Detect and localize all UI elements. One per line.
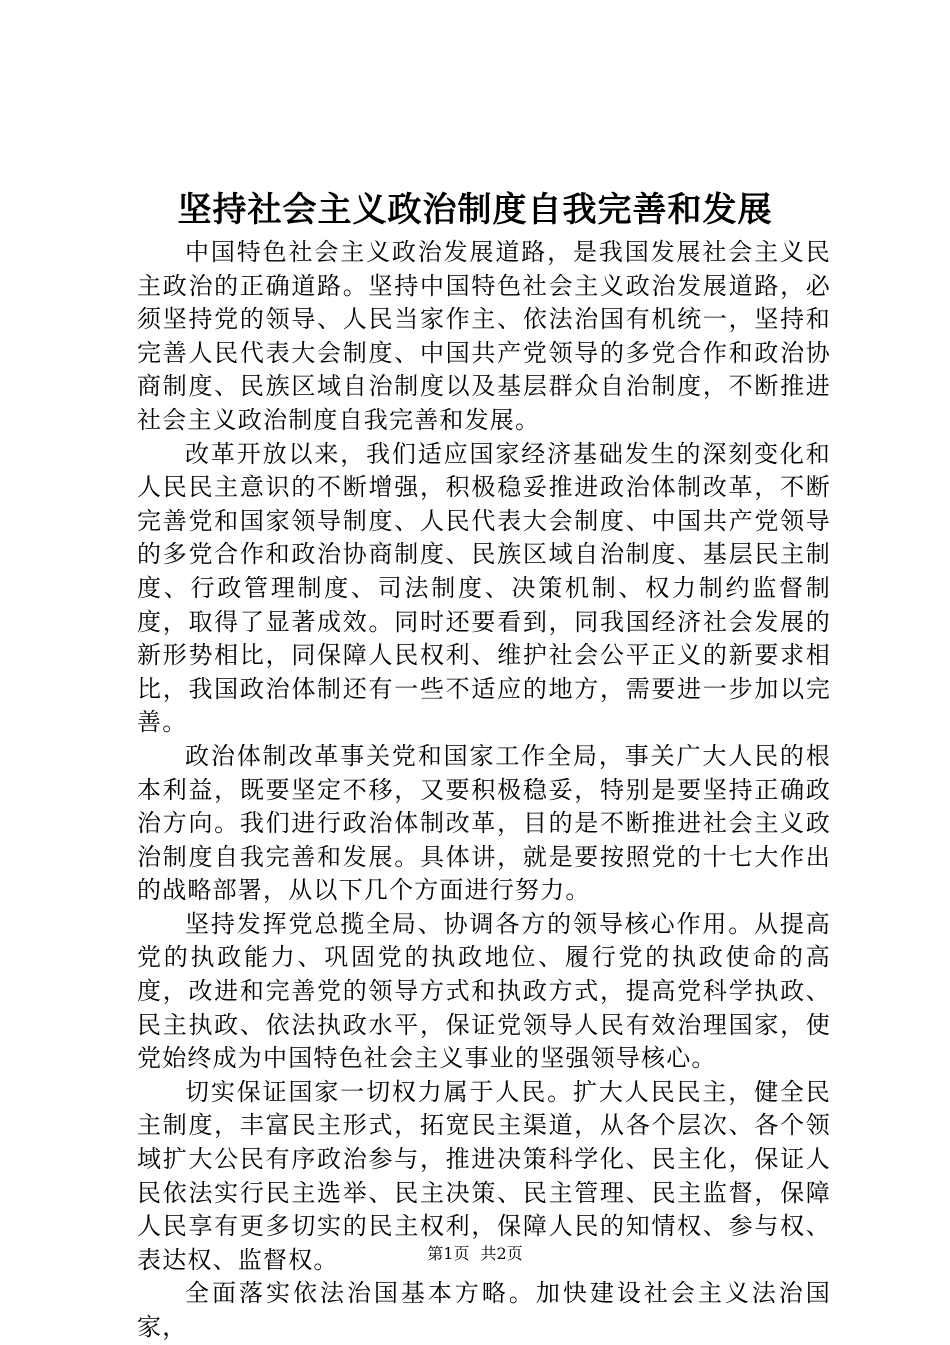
paragraph-5: 切实保证国家一切权力属于人民。扩大人民民主，健全民主制度，丰富民主形式，拓宽民主渠道，从各个层次、各个领域扩大公民有序政治参与，推进决策科学化、民主化，保证人民依法实行民主选举、民主决策、民主管理、民主监督，保障人民享有更多切实的民主权利，保障人民的知情权、参与权、表达权、监督权。: [137, 1077, 831, 1274]
document-title: 坚持社会主义政治制度自我完善和发展: [177, 190, 773, 230]
paragraph-2: 改革开放以来，我们适应国家经济基础发生的深刻变化和人民民主意识的不断增强，积极稳妥推进政治体制改革，不断完善党和国家领导制度、人民代表大会制度、中国共产党领导的多党合作和政治协商制度、民族区域自治制度、基层民主制度、行政管理制度、司法制度、决策机制、权力制约监督制度，取得了显著成效。同时还要看到，同我国经济社会发展的新形势相比，同保障人民权利、维护社会公平正义的新要求相比，我国政治体制还有一些不适应的地方，需要进一步加以完善。: [137, 439, 831, 737]
paragraph-3: 政治体制改革事关党和国家工作全局，事关广大人民的根本利益，既要坚定不移，又要积极稳妥，特别是要坚持正确政治方向。我们进行政治体制改革，目的是不断推进社会主义政治制度自我完善和发展。具体讲，就是要按照党的十七大作出的战略部署，从以下几个方面进行努力。: [137, 741, 831, 905]
paragraph-1: 中国特色社会主义政治发展道路，是我国发展社会主义民主政治的正确道路。坚持中国特色社会主义政治发展道路，必须坚持党的领导、人民当家作主、依法治国有机统一，坚持和完善人民代表大会制度、中国共产党领导的多党合作和政治协商制度、民族区域自治制度以及基层群众自治制度，不断推进社会主义政治制度自我完善和发展。: [137, 238, 831, 434]
paragraph-6: 全面落实依法治国基本方略。加快建设社会主义法治国家，: [137, 1279, 831, 1341]
page-number: 第1页: [427, 1244, 470, 1263]
page-footer: [0, 1243, 950, 1265]
page-total: 共2页: [480, 1244, 523, 1263]
document-body: [137, 236, 831, 1345]
paragraph-4: 坚持发挥党总揽全局、协调各方的领导核心作用。从提高党的执政能力、巩固党的执政地位、履行党的执政使命的高度，改进和完善党的领导方式和执政方式，提高党科学执政、民主执政、依法执政水平，保证党领导人民有效治理国家，使党始终成为中国特色社会主义事业的坚强领导核心。: [137, 909, 831, 1073]
